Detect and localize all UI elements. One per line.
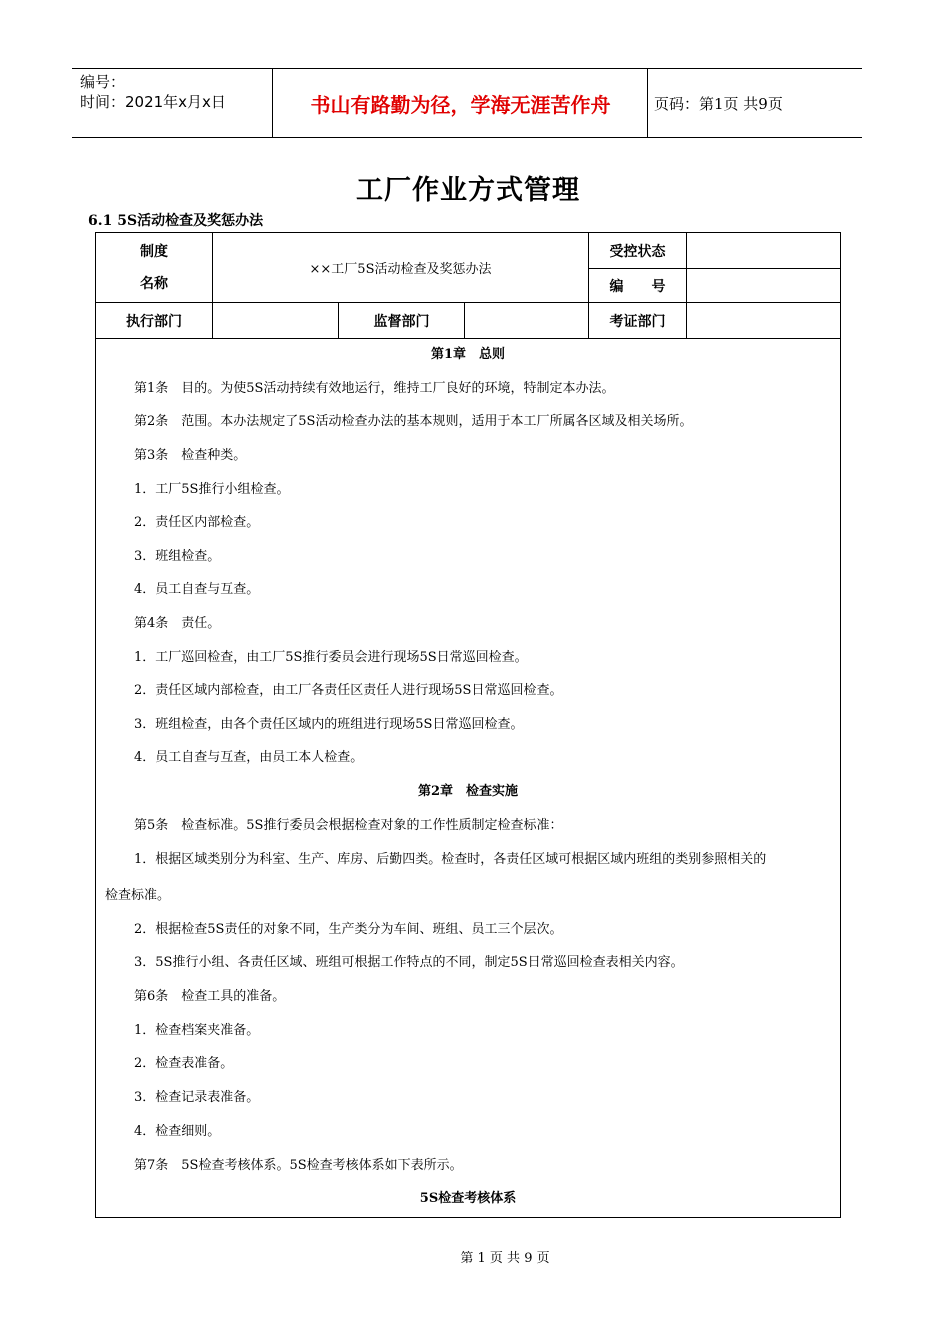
paragraph: 第7条 5S检查考核体系。5S检查考核体系如下表所示。 bbox=[134, 1158, 463, 1173]
header-left bbox=[80, 72, 226, 112]
paragraph: 第2条 范围。本办法规定了5S活动检查办法的基本规则，适用于本工厂所属各区域及相关场所。 bbox=[134, 414, 693, 429]
paragraph: 2．根据检查5S责任的对象不同，生产类分为车间、班组、员工三个层次。 bbox=[134, 922, 563, 937]
paragraph: 1．检查档案夹准备。 bbox=[134, 1023, 260, 1038]
assess-dept-label: 考证部门 bbox=[609, 313, 666, 330]
paragraph: 第3条 检查种类。 bbox=[134, 448, 247, 463]
control-status-value[interactable] bbox=[687, 233, 840, 268]
supervise-dept-value[interactable] bbox=[465, 303, 588, 338]
label-line: 制度 bbox=[140, 243, 168, 260]
paragraph: 3．班组检查。 bbox=[134, 549, 221, 564]
paragraph: 4．员工自查与互查，由员工本人检查。 bbox=[134, 750, 364, 765]
supervise-dept-label: 监督部门 bbox=[373, 313, 430, 330]
time-line: 时间：2021年x月x日 bbox=[80, 93, 226, 111]
paragraph: 第5条 检查标准。5S推行委员会根据检查对象的工作性质制定检查标准： bbox=[134, 818, 563, 833]
table-caption: 5S检查考核体系 bbox=[419, 1191, 517, 1206]
header-divider bbox=[647, 69, 648, 137]
number-label: 编 号 bbox=[609, 278, 666, 295]
document-title: 工厂作业方式管理 bbox=[356, 175, 580, 206]
paragraph: 2．责任区域内部检查，由工厂各责任区责任人进行现场5S日常巡回检查。 bbox=[134, 683, 563, 698]
paragraph: 检查标准。 bbox=[105, 888, 171, 903]
paragraph: 3．5S推行小组、各责任区域、班组可根据工作特点的不同，制定5S日常巡回检查表相关内容。 bbox=[134, 955, 684, 970]
paragraph: 1．工厂巡回检查，由工厂5S推行委员会进行现场5S日常巡回检查。 bbox=[134, 650, 528, 665]
system-name-value: ××工厂5S活动检查及奖惩办法 bbox=[309, 262, 492, 277]
regulation-form bbox=[95, 232, 841, 1218]
label-line: 名称 bbox=[140, 275, 168, 292]
chapter-heading: 第2章 检查实施 bbox=[417, 784, 519, 799]
number-label: 编号： bbox=[80, 73, 126, 91]
paragraph: 3．班组检查，由各个责任区域内的班组进行现场5S日常巡回检查。 bbox=[134, 717, 524, 732]
paragraph: 2．检查表准备。 bbox=[134, 1056, 234, 1071]
header-motto: 书山有路勤为径，学海无涯苦作舟 bbox=[310, 92, 611, 117]
paragraph: 3．检查记录表准备。 bbox=[134, 1090, 260, 1105]
paragraph: 4．员工自查与互查。 bbox=[134, 582, 260, 597]
exec-dept-value[interactable] bbox=[213, 303, 338, 338]
paragraph: 第6条 检查工具的准备。 bbox=[134, 989, 286, 1004]
paragraph: 第1条 目的。为使5S活动持续有效地运行，维持工厂良好的环境，特制定本办法。 bbox=[134, 381, 615, 396]
exec-dept-label: 执行部门 bbox=[126, 313, 182, 330]
system-name-label bbox=[96, 233, 212, 302]
paragraph: 1．根据区域类别分为科室、生产、库房、后勤四类。检查时，各责任区域可根据区域内班组的类别参照相关的 bbox=[134, 852, 767, 867]
paragraph: 2．责任区内部检查。 bbox=[134, 515, 260, 530]
section-heading: 6.1 5S活动检查及奖惩办法 bbox=[88, 213, 264, 229]
chapter-heading: 第1章 总则 bbox=[430, 347, 506, 362]
paragraph: 4．检查细则。 bbox=[134, 1124, 221, 1139]
paragraph: 1．工厂5S推行小组检查。 bbox=[134, 482, 290, 497]
paragraph: 第4条 责任。 bbox=[134, 616, 221, 631]
header-page-code: 页码：第1页 共9页 bbox=[654, 94, 783, 113]
document-header bbox=[72, 68, 862, 138]
row-line bbox=[96, 338, 840, 339]
control-status-label: 受控状态 bbox=[609, 243, 666, 260]
assess-dept-value[interactable] bbox=[687, 303, 840, 338]
number-value[interactable] bbox=[687, 269, 840, 302]
page-footer: 第 1 页 共 9 页 bbox=[460, 1251, 550, 1266]
